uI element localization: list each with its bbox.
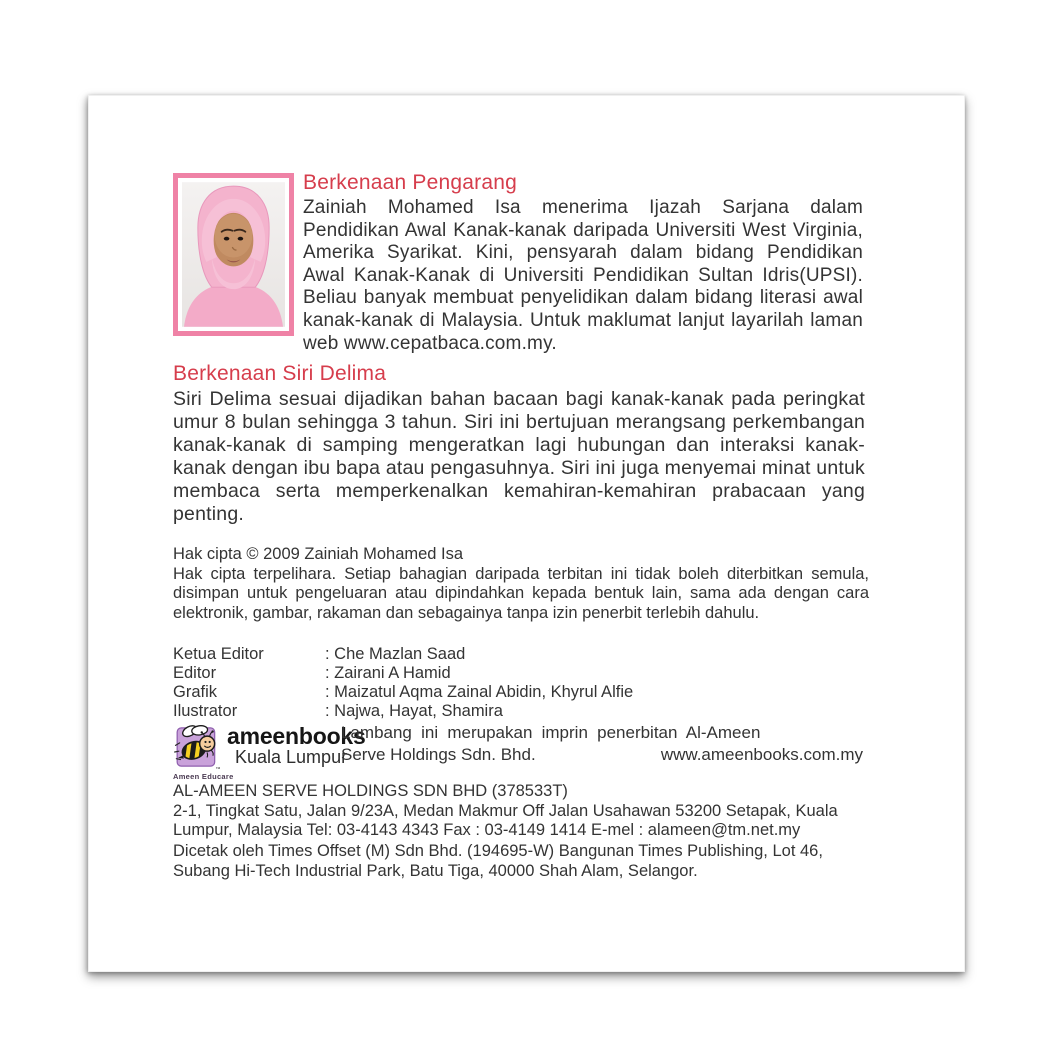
credit-row-ketua-editor — [173, 645, 869, 664]
imprint-note-line1: Lambang ini merupakan imprin penerbitan Al-Ameen — [341, 723, 761, 742]
credit-row-grafik — [173, 683, 869, 702]
copyright-section — [173, 545, 869, 623]
credit-row-editor — [173, 664, 869, 683]
series-section — [173, 362, 865, 526]
series-section-heading: Berkenaan Siri Delima — [173, 362, 387, 385]
author-photo-frame — [173, 173, 294, 336]
publisher-name: AL-AMEEN SERVE HOLDINGS SDN BHD (378533T) — [173, 782, 568, 800]
printer-section — [173, 842, 879, 881]
book-colophon-page — [88, 95, 965, 972]
credits-list — [173, 645, 869, 721]
credit-row-ilustrator — [173, 702, 869, 721]
publisher-address: 2-1, Tingkat Satu, Jalan 9/23A, Medan Makmur Off Jalan Usahawan 53200 Setapak, Kuala Lumpur, Malaysia Tel: 03-4143 4343 Fax : 03-4149 1414 E-mel : alameen@tm.net.my — [173, 801, 838, 839]
copyright-line: Hak cipta © 2009 Zainiah Mohamed Isa — [173, 545, 464, 563]
brand-city: Kuala Lumpur — [235, 747, 348, 767]
imprint-note-line2 — [341, 744, 863, 766]
credit-label: Grafik — [173, 683, 218, 701]
author-portrait-photo — [182, 182, 285, 327]
ameenbooks-bee-logo-icon — [173, 720, 223, 774]
author-bio-text: Zainiah Mohamed Isa menerima Ijazah Sarjana dalam Pendidikan Awal Kanak-kanak daripada Universiti West Virginia, Amerika Syarikat. Kini, pensyarah dalam bidang Pendidikan Awal Kanak-Kanak di Universiti Pendidikan Sultan Idris(UPSI). Beliau banyak membuat penyelidikan dalam bidang literasi awal kanak-kanak di Malaysia. Untuk maklumat lanjut layarilah laman web www.cepatbaca.com.my. — [303, 197, 863, 354]
brand-name: ameenbooks — [227, 723, 366, 749]
copyright-notice-text: Hak cipta terpelihara. Setiap bahagian daripada terbitan ini tidak boleh diterbitkan semula, disimpan untuk pengeluaran atau dipindahkan kepada bentuk lain, sama ada dengan cara elektronik, gambar, rakaman dan sebagainya tanpa izin penerbit terlebih dahulu. — [173, 564, 869, 622]
credit-value: : Maizatul Aqma Zainal Abidin, Khyrul Alfie — [325, 683, 634, 701]
credit-label: Ketua Editor — [173, 645, 264, 663]
printer-text: Dicetak oleh Times Offset (M) Sdn Bhd. (194695-W) Bangunan Times Publishing, Lot 46, Subang Hi-Tech Industrial Park, Batu Tiga, 40000 Shah Alam, Selangor. — [173, 842, 823, 880]
author-section — [303, 171, 863, 355]
imprint-company: Serve Holdings Sdn. Bhd. — [341, 744, 536, 764]
credit-value: : Najwa, Hayat, Shamira — [325, 702, 503, 720]
credit-label: Editor — [173, 664, 217, 682]
imprint-website: www.ameenbooks.com.my — [660, 744, 863, 764]
author-section-heading: Berkenaan Pengarang — [303, 171, 517, 194]
imprint-note — [341, 722, 863, 765]
ameen-educare-caption: Ameen Educare — [173, 772, 234, 781]
publisher-section — [173, 782, 879, 841]
series-description-text: Siri Delima sesuai dijadikan bahan bacaan bagi kanak-kanak pada peringkat umur 8 bulan sehingga 3 tahun. Siri ini bertujuan merangsang perkembangan kanak-kanak di samping mengeratkan lagi hubungan dan interaksi kanak-kanak dengan ibu bapa atau pengasuhnya. Siri ini juga menyemai minat untuk membaca serta memperkenalkan kemahiran-kemahiran prabacaan yang penting. — [173, 388, 865, 525]
tm-mark: ™ — [215, 766, 221, 773]
credit-value: : Zairani A Hamid — [325, 664, 451, 682]
credit-label: Ilustrator — [173, 702, 238, 720]
credit-value: : Che Mazlan Saad — [325, 645, 466, 663]
